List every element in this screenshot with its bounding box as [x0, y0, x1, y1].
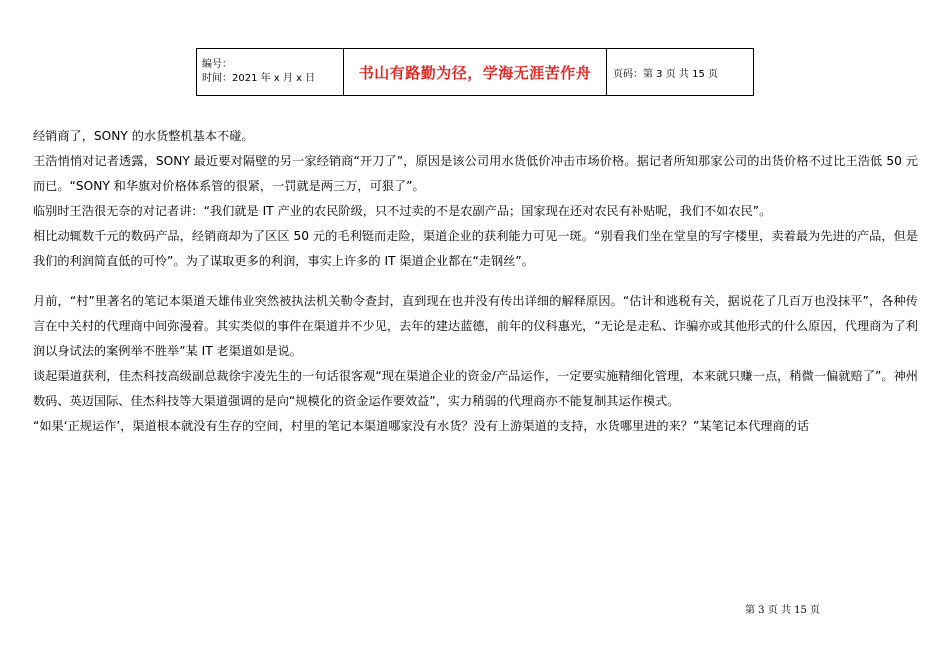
header-page-code: 页码：第 3 页 共 15 页: [607, 49, 754, 96]
paragraph: “如果‘正规运作’，渠道根本就没有生存的空间，村里的笔记本渠道哪家没有水货？没有上游渠道的支持，水货哪里进的来？”某笔记本代理商的话: [33, 419, 809, 433]
paragraph: 月前，“村”里著名的笔记本渠道天雄伟业突然被执法机关勒令查封，直到现在也并没有传出详细的解释原因。“估计和逃税有关，据说花了几百万也没抹平”，各种传言在中关村的代理商中间弥漫着。其实类似的事件在渠道并不少见，去年的建达蓝德，前年的仪科惠光，“无论是走私、诈骗亦或其他形式的什么原因，代理商为了利润以身试法的案例举不胜举”某 IT 老渠道如是说。: [33, 294, 918, 358]
document-body: [33, 124, 918, 439]
paragraph: 相比动辄数千元的数码产品，经销商却为了区区 50 元的毛利铤而走险，渠道企业的获利能力可见一斑。“别看我们坐在堂皇的写字楼里，卖着最为先进的产品，但是我们的利润简直低的可怜”。为了谋取更多的利润，事实上许多的 IT 渠道企业都在“走钢丝”。: [33, 229, 918, 268]
paragraph: 谈起渠道获利，佳杰科技高级副总裁徐宇凌先生的一句话很客观“现在渠道企业的资金/产品运作，一定要实施精细化管理，本来就只赚一点，稍微一偏就赔了”。神州数码、英迈国际、佳杰科技等大渠道强调的是向“规模化的资金运作要效益”，实力稍弱的代理商亦不能复制其运作模式。: [33, 369, 918, 408]
page-footer: 第 3 页 共 15 页: [745, 605, 820, 616]
header-meta-cell: [197, 49, 344, 96]
paragraph: 王浩悄悄对记者透露，SONY 最近要对隔壁的另一家经销商“开刀了”，原因是该公司用水货低价冲击市场价格。据记者所知那家公司的出货价格不过比王浩低 50 元而已。“SONY 和华旗对价格体系管的很紧，一罚就是两三万，可狠了”。: [33, 154, 918, 193]
header-motto: 书山有路勤为径，学海无涯苦作舟: [344, 49, 607, 96]
header-table: [196, 48, 754, 96]
paragraph: 经销商了，SONY 的水货整机基本不碰。: [33, 129, 254, 143]
document-time-label: 时间：2021 年 x 月 x 日: [202, 73, 316, 84]
paragraph: 临别时王浩很无奈的对记者讲：“我们就是 IT 产业的农民阶级，只不过卖的不是农副产品；国家现在还对农民有补贴呢，我们不如农民”。: [33, 204, 772, 218]
document-number-label: 编号：: [202, 59, 232, 70]
